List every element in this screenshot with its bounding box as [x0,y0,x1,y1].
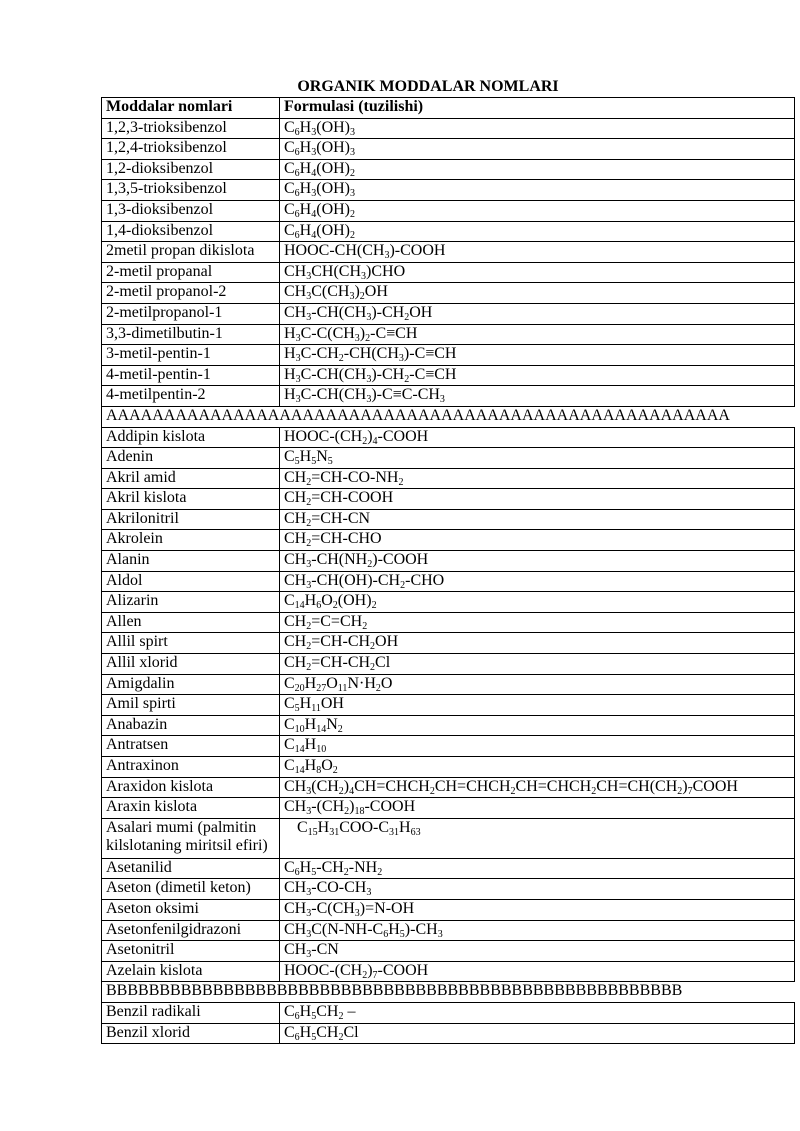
compound-name: Asetonfenilgidrazoni [102,920,280,941]
compound-formula: $C_5H_{11}OH$ [280,695,795,716]
compound-name: 2-metilpropanol-1 [102,303,280,324]
compound-name: Amil spirti [102,695,280,716]
compound-name: Allil xlorid [102,654,280,675]
table-row [102,858,795,879]
table-row [102,757,795,778]
compound-formula: $C_{15}H_{31}COO-C_{31}H_{63}$ [280,818,795,858]
compound-formula: $C_{14}H_{10}$ [280,736,795,757]
section-letter-band: BBBBBBBBBBBBBBBBBBBBBBBBBBBBBBBBBBBBBBBBBBBBBBBBBBBBBB [102,982,795,1003]
compound-name: Adenin [102,448,280,469]
compound-formula: $H_3C-CH_2-CH(CH_3)-C\equiv CH$ [280,345,795,366]
table-row [102,1002,795,1023]
compound-name: 1,2,3-trioksibenzol [102,118,280,139]
table-row [102,324,795,345]
compound-name: Akrolein [102,530,280,551]
compound-formula: $C_{10}H_{14}N_2$ [280,715,795,736]
table-row [102,221,795,242]
compound-name: Amigdalin [102,674,280,695]
table-row [102,509,795,530]
compound-formula: $CH_3-CH(OH)-CH_2$-CHO [280,571,795,592]
compound-name: Aldol [102,571,280,592]
compound-name: Akril kislota [102,489,280,510]
compound-table [101,97,795,1044]
compound-formula: $C_6H_5-CH_2-NH_2$ [280,858,795,879]
compound-formula: $H_3C-CH(CH_3)-C\equiv C-CH_3$ [280,386,795,407]
compound-formula: $CH_2=CH$-COOH [280,489,795,510]
compound-formula: $C_{14}H_6O_2(OH)_2$ [280,592,795,613]
table-row [102,345,795,366]
compound-formula: $CH_3C(CH_3)_2OH$ [280,283,795,304]
table-row [102,941,795,962]
table-row [102,303,795,324]
compound-name: Antratsen [102,736,280,757]
table-row [102,427,795,448]
compound-name: Aseton (dimetil keton) [102,879,280,900]
header-formula: Formulasi (tuzilishi) [280,98,795,119]
table-row [102,571,795,592]
compound-formula: $CH_3(CH_2)_4CH=CHCH_2CH=CHCH_2CH=CHCH_2CH=CH(CH_2)_7COOH$ [280,777,795,798]
table-row [102,365,795,386]
section-row [102,982,795,1003]
table-row [102,899,795,920]
compound-formula: $C_6H_3(OH)_3$ [280,118,795,139]
table-row [102,674,795,695]
table-row [102,262,795,283]
table-row [102,798,795,819]
compound-formula: $CH_2=CH-CH_2Cl$ [280,654,795,675]
compound-name: 2-metil propanol-2 [102,283,280,304]
compound-name: Akrilonitril [102,509,280,530]
compound-name: 1,2,4-trioksibenzol [102,139,280,160]
compound-formula: HOOC-$CH(CH_3)$-COOH [280,242,795,263]
compound-name: Antraxinon [102,757,280,778]
compound-name: Alizarin [102,592,280,613]
table-row [102,736,795,757]
compound-name: 2metil propan dikislota [102,242,280,263]
table-row [102,468,795,489]
table-row [102,139,795,160]
compound-formula: $C_{20}H_{27}O_{11}N\cdot H_2O$ [280,674,795,695]
table-row [102,242,795,263]
table-row [102,715,795,736]
compound-name: Araxidon kislota [102,777,280,798]
table-row [102,283,795,304]
section-row [102,406,795,427]
compound-name: Benzil radikali [102,1002,280,1023]
compound-formula: $CH_2=CH-CH_2OH$ [280,633,795,654]
compound-formula: $CH_3-(CH_2)_{18}$-COOH [280,798,795,819]
compound-name: 1,4-dioksibenzol [102,221,280,242]
compound-name: Benzil xlorid [102,1023,280,1044]
compound-formula: $CH_2=CH-CO-NH_2$ [280,468,795,489]
compound-formula: $C_6H_4(OH)_2$ [280,221,795,242]
table-row [102,633,795,654]
table-header-row [102,98,795,119]
table-row [102,386,795,407]
compound-formula: $CH_3-C(CH_3)=N-OH$ [280,899,795,920]
table-row [102,1023,795,1044]
compound-formula: $CH_3C(N-NH-C_6H_5)-CH_3$ [280,920,795,941]
compound-formula: $CH_3-CN$ [280,941,795,962]
compound-formula: $H_3C-CH(CH_3)-CH_2-C\equiv CH$ [280,365,795,386]
compound-formula: $CH_2=C=CH_2$ [280,612,795,633]
compound-formula: $CH_2=CH$-CHO [280,530,795,551]
compound-formula: $C_6H_5CH_2$ – [280,1002,795,1023]
table-row [102,551,795,572]
compound-formula: $CH_3-CH(NH_2)$-COOH [280,551,795,572]
compound-formula: $C_6H_3(OH)_3$ [280,139,795,160]
compound-formula: HOOC-$(CH_2)_7$-COOH [280,961,795,982]
table-row [102,879,795,900]
compound-name: 1,3-dioksibenzol [102,200,280,221]
compound-name: 4-metil-pentin-1 [102,365,280,386]
compound-table-body [102,98,795,1044]
compound-formula: $CH_3-CO-CH_3$ [280,879,795,900]
table-row [102,592,795,613]
compound-formula: $C_5H_5N_5$ [280,448,795,469]
compound-name: 3-metil-pentin-1 [102,345,280,366]
compound-formula: $C_6H_4(OH)_2$ [280,159,795,180]
compound-name: 2-metil propanal [102,262,280,283]
compound-formula: $CH_3CH(CH_3)CHO$ [280,262,795,283]
compound-formula: $C_6H_4(OH)_2$ [280,200,795,221]
table-row [102,777,795,798]
compound-name: 1,3,5-trioksibenzol [102,180,280,201]
table-row [102,200,795,221]
table-row [102,180,795,201]
compound-name: 3,3-dimetilbutin-1 [102,324,280,345]
compound-name: Anabazin [102,715,280,736]
table-row [102,612,795,633]
compound-name: Alanin [102,551,280,572]
compound-formula: $H_3C-C(CH_3)_2-C\equiv CH$ [280,324,795,345]
compound-name: 4-metilpentin-2 [102,386,280,407]
compound-formula: $C_6H_3(OH)_3$ [280,180,795,201]
compound-name: Allen [102,612,280,633]
compound-name: Asetonitril [102,941,280,962]
page-title: ORGANIK MODDALAR NOMLARI [297,78,559,95]
compound-formula: $C_6H_5CH_2Cl$ [280,1023,795,1044]
table-row [102,118,795,139]
compound-name: Allil spirt [102,633,280,654]
table-row [102,530,795,551]
section-letter-band: AAAAAAAAAAAAAAAAAAAAAAAAAAAAAAAAAAAAAAAAAAAAAAAAAAAAAA [102,406,795,427]
table-row [102,695,795,716]
compound-name: Azelain kislota [102,961,280,982]
header-name: Moddalar nomlari [102,98,280,119]
compound-name: Asetanilid [102,858,280,879]
compound-name: Addipin kislota [102,427,280,448]
compound-name: 1,2-dioksibenzol [102,159,280,180]
compound-name: Araxin kislota [102,798,280,819]
table-row [102,654,795,675]
compound-name: Aseton oksimi [102,899,280,920]
compound-formula: $CH_3-CH(CH_3)-CH_2OH$ [280,303,795,324]
table-row [102,159,795,180]
table-row [102,818,795,858]
compound-formula: $CH_2=CH-CN$ [280,509,795,530]
table-row [102,961,795,982]
compound-formula: HOOC-$(CH_2)_4$-COOH [280,427,795,448]
compound-name: Asalari mumi (palmitin kilslotaning miritsil efiri) [102,818,280,858]
compound-formula: $C_{14}H_8O_2$ [280,757,795,778]
table-row [102,920,795,941]
compound-name: Akril amid [102,468,280,489]
table-row [102,489,795,510]
table-row [102,448,795,469]
